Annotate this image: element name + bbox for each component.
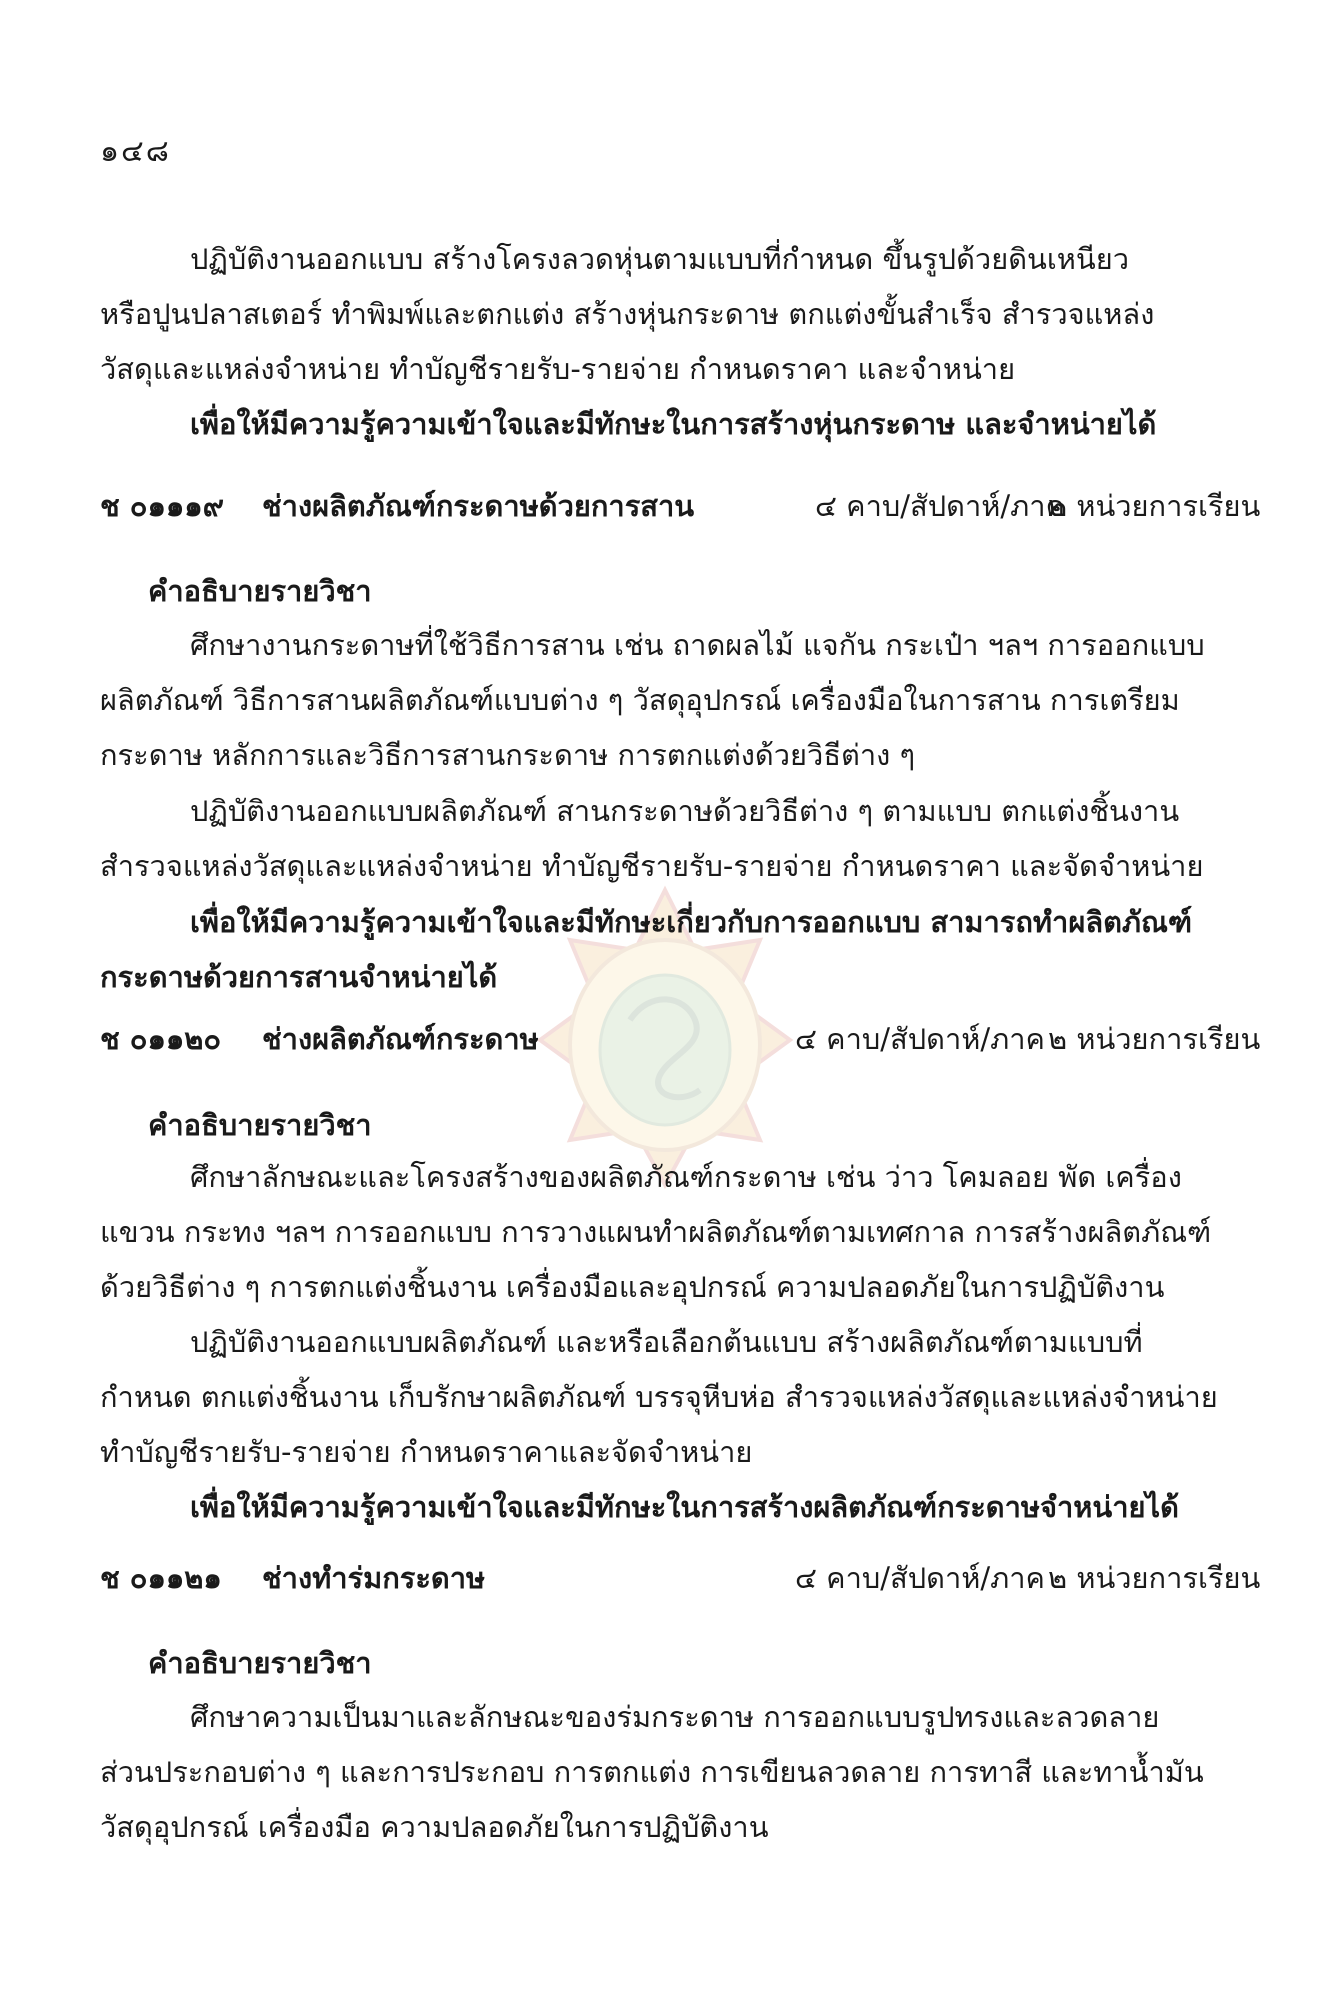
course-description-heading: คำอธิบายรายวิชา bbox=[148, 1646, 372, 1680]
course-practice-paragraph: ปฏิบัติงานออกแบบผลิตภัณฑ์ และหรือเลือกต้นแบบ สร้างผลิตภัณฑ์ตามแบบที่ กำหนด ตกแต่งชิ้นงาน เก็บรักษาผลิตภัณฑ์ บรรจุหีบห่อ สำรวจแหล่งวัสดุและแหล่งจำหน่าย ทำบัญชีรายรับ-รายจ่าย กำหนดราคาและจัดจำหน่าย bbox=[100, 1325, 1218, 1469]
course-header bbox=[100, 483, 1261, 529]
page-number: ๑๔๘ bbox=[100, 134, 171, 169]
course-purpose-paragraph: เพื่อให้มีความรู้ความเข้าใจและมีทักษะในการสร้างผลิตภัณฑ์กระดาษจำหน่ายได้ bbox=[190, 1490, 1179, 1524]
course-code: ช ๐๑๑๒๐ bbox=[100, 1022, 222, 1056]
course-title: ช่างผลิตภัณฑ์กระดาษด้วยการสาน bbox=[262, 489, 695, 523]
intro-practice-paragraph: ปฏิบัติงานออกแบบ สร้างโครงลวดหุ่นตามแบบที่กำหนด ขึ้นรูปด้วยดินเหนียว หรือปูนปลาสเตอร์ ทำพิมพ์และตกแต่ง สร้างหุ่นกระดาษ ตกแต่งขั้นสำเร็จ สำรวจแหล่ง วัสดุและแหล่งจำหน่าย ทำบัญชีรายรับ-รายจ่าย กำหนดราคา และจำหน่าย bbox=[100, 242, 1155, 386]
course-description-heading: คำอธิบายรายวิชา bbox=[148, 574, 372, 608]
course-study-paragraph: ศึกษาความเป็นมาและลักษณะของร่มกระดาษ การออกแบบรูปทรงและลวดลาย ส่วนประกอบต่าง ๆ และการประกอบ การตกแต่ง การเขียนลวดลาย การทาสี และทาน้ำมัน วัสดุอุปกรณ์ เครื่องมือ ความปลอดภัยในการปฏิบัติงาน bbox=[100, 1700, 1204, 1844]
course-title: ช่างทำร่มกระดาษ bbox=[262, 1561, 486, 1595]
course-code: ช ๐๑๑๒๑ bbox=[100, 1561, 222, 1595]
course-credits: ๒ หน่วยการเรียน bbox=[1048, 1561, 1261, 1595]
course-purpose-paragraph: เพื่อให้มีความรู้ความเข้าใจและมีทักษะเกี่ยวกับการออกแบบ สามารถทำผลิตภัณฑ์ กระดาษด้วยการสานจำหน่ายได้ bbox=[100, 905, 1193, 994]
course-header bbox=[100, 1555, 1261, 1601]
course-study-paragraph: ศึกษาลักษณะและโครงสร้างของผลิตภัณฑ์กระดาษ เช่น ว่าว โคมลอย พัด เครื่อง แขวน กระทง ฯลฯ การออกแบบ การวางแผนทำผลิตภัณฑ์ตามเทศกาล การสร้างผลิตภัณฑ์ ด้วยวิธีต่าง ๆ การตกแต่งชิ้นงาน เครื่องมือและอุปกรณ์ ความปลอดภัยในการปฏิบัติงาน bbox=[100, 1160, 1212, 1304]
course-hours: ๔ คาบ/สัปดาห์/ภาค bbox=[795, 1022, 1045, 1056]
course-credits: ๒ หน่วยการเรียน bbox=[1048, 1022, 1261, 1056]
course-hours: ๔ คาบ/สัปดาห์/ภาค bbox=[795, 1561, 1045, 1595]
course-header bbox=[100, 1016, 1261, 1062]
course-study-paragraph: ศึกษางานกระดาษที่ใช้วิธีการสาน เช่น ถาดผลไม้ แจกัน กระเป๋า ฯลฯ การออกแบบ ผลิตภัณฑ์ วิธีการสานผลิตภัณฑ์แบบต่าง ๆ วัสดุอุปกรณ์ เครื่องมือในการสาน การเตรียม กระดาษ หลักการและวิธีการสานกระดาษ การตกแต่งด้วยวิธีต่าง ๆ bbox=[100, 628, 1205, 772]
course-title: ช่างผลิตภัณฑ์กระดาษ bbox=[262, 1022, 539, 1056]
course-credits: ๒ หน่วยการเรียน bbox=[1048, 489, 1261, 523]
course-hours: ๔ คาบ/สัปดาห์/ภาค bbox=[815, 489, 1065, 523]
course-practice-paragraph: ปฏิบัติงานออกแบบผลิตภัณฑ์ สานกระดาษด้วยวิธีต่าง ๆ ตามแบบ ตกแต่งชิ้นงาน สำรวจแหล่งวัสดุและแหล่งจำหน่าย ทำบัญชีรายรับ-รายจ่าย กำหนดราคา และจัดจำหน่าย bbox=[100, 794, 1204, 883]
intro-purpose-paragraph: เพื่อให้มีความรู้ความเข้าใจและมีทักษะในการสร้างหุ่นกระดาษ และจำหน่ายได้ bbox=[190, 407, 1157, 441]
course-code: ช ๐๑๑๑๙ bbox=[100, 489, 224, 523]
course-description-heading: คำอธิบายรายวิชา bbox=[148, 1108, 372, 1142]
